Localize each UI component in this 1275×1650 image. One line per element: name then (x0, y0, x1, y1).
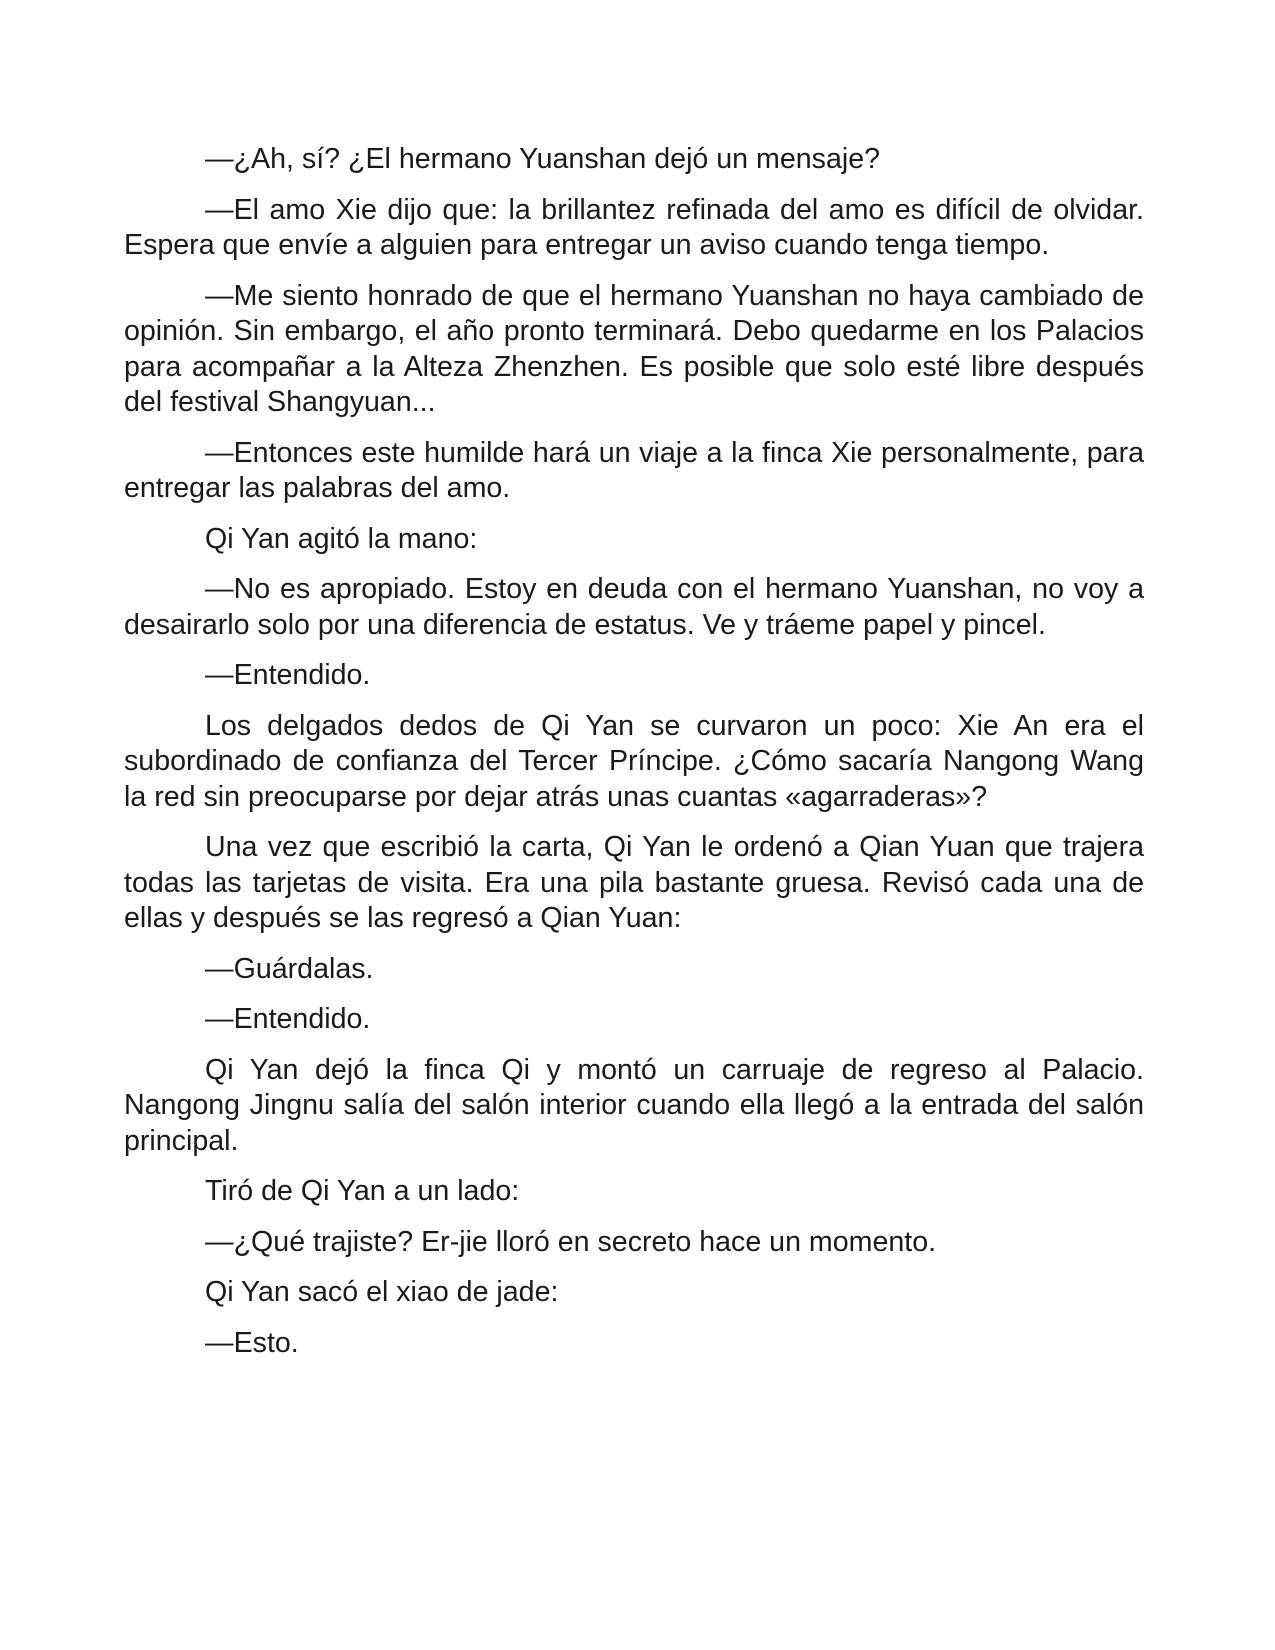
paragraph-3: —Me siento honrado de que el hermano Yuanshan no haya cambiado de opinión. Sin embargo, el año pronto terminará. Debo quedarme en los Palacios para acompañar a la Alteza Zhenzhen. Es posible que solo esté libre después del festival Shangyuan... (124, 279, 1144, 418)
paragraph-6: —No es apropiado. Estoy en deuda con el hermano Yuanshan, no voy a desairarlo solo por una diferencia de estatus. Ve y tráeme papel y pincel. (124, 573, 1144, 641)
paragraph-13: Tiró de Qi Yan a un lado: (205, 1175, 520, 1207)
paragraph-15: Qi Yan sacó el xiao de jade: (205, 1276, 559, 1308)
paragraph-4: —Entonces este humilde hará un viaje a la finca Xie personalmente, para entregar las palabras del amo. (124, 436, 1144, 504)
paragraph-10: —Guárdalas. (205, 952, 374, 985)
paragraph-16: —Esto. (205, 1326, 299, 1359)
paragraph-5: Qi Yan agitó la mano: (205, 522, 478, 555)
paragraph-14: —¿Qué trajiste? Er-jie lloró en secreto hace un momento. (205, 1225, 937, 1258)
paragraph-9: Una vez que escribió la carta, Qi Yan le ordenó a Qian Yuan que trajera todas las tarjetas de visita. Era una pila bastante gruesa. Revisó cada una de ellas y después se las regresó a Qian Yuan: (124, 831, 1144, 934)
document-page (124, 142, 1144, 1376)
paragraph-12: Qi Yan dejó la finca Qi y montó un carruaje de regreso al Palacio. Nangong Jingnu salía del salón interior cuando ella llegó a la entrada del salón principal. (124, 1053, 1144, 1157)
paragraph-11: —Entendido. (205, 1003, 371, 1035)
paragraph-2: —El amo Xie dijo que: la brillantez refinada del amo es difícil de olvidar. Espera que envíe a alguien para entregar un aviso cuando tenga tiempo. (124, 193, 1144, 261)
paragraph-7: —Entendido. (205, 659, 371, 691)
paragraph-8: Los delgados dedos de Qi Yan se curvaron un poco: Xie An era el subordinado de confianza del Tercer Príncipe. ¿Cómo sacaría Nangong Wang la red sin preocuparse por dejar atrás unas cuantas «agarraderas»? (124, 709, 1144, 813)
paragraph-1: —¿Ah, sí? ¿El hermano Yuanshan dejó un mensaje? (205, 143, 881, 175)
